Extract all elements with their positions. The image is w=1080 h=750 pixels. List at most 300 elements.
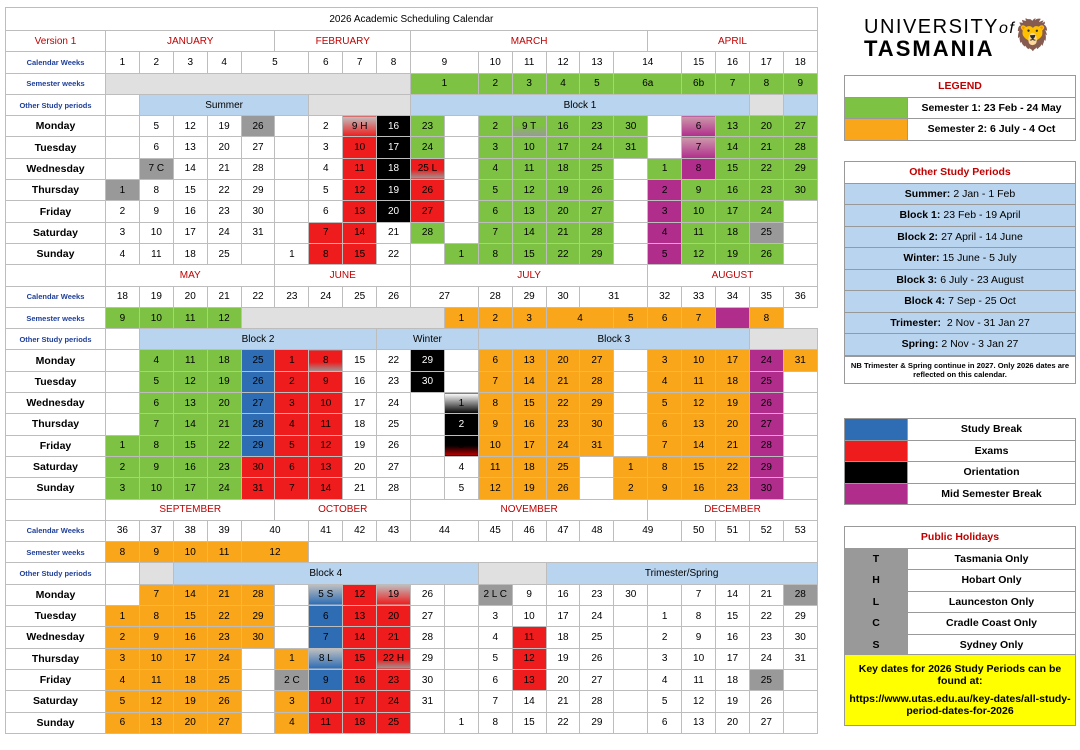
day-cell: 26 (241, 371, 275, 392)
other-periods-label: Other Study periods (6, 563, 106, 584)
day-cell: 31 (241, 478, 275, 499)
period-name: Trimester: (890, 316, 941, 329)
day-cell: 20 (546, 669, 580, 690)
day-cell: 17 (343, 691, 377, 712)
day-cell (614, 606, 648, 627)
day-cell: 21 (207, 158, 241, 179)
month-header: DECEMBER (648, 499, 817, 520)
day-cell (614, 393, 648, 414)
day-cell: 9 T (512, 116, 546, 137)
day-cell: 2 (614, 478, 648, 499)
day-cell: 31 (783, 648, 817, 669)
day-cell: 8 (478, 712, 512, 733)
day-cell: 6 (106, 712, 140, 733)
day-cell: 11 (139, 243, 173, 264)
key-label: Orientation (908, 462, 1076, 484)
day-cell (783, 456, 817, 477)
day-cell: 28 (241, 414, 275, 435)
calendar-week-number: 50 (682, 520, 716, 541)
lion-crest-icon: 🦁 (1014, 19, 1052, 52)
day-cell: 9 (512, 584, 546, 605)
day-name: Sunday (6, 478, 106, 499)
day-cell: 5 (106, 691, 140, 712)
calendar-week-number: 6 (309, 52, 343, 73)
day-cell: 23 (377, 371, 411, 392)
day-cell: 15 (173, 180, 207, 201)
holiday-label: Launceston Only (908, 591, 1076, 613)
day-cell: 30 (241, 456, 275, 477)
calendar-week-number: 27 (411, 286, 479, 307)
day-cell: 24 (207, 222, 241, 243)
day-cell: 14 (173, 158, 207, 179)
day-cell: 6 (478, 201, 512, 222)
day-cell: 3 (309, 137, 343, 158)
version-label: Version 1 (6, 31, 106, 52)
day-cell: 12 (343, 584, 377, 605)
day-cell: 8 (682, 158, 716, 179)
day-cell: 18 (173, 243, 207, 264)
day-cell: 12 (343, 180, 377, 201)
day-cell: 24 (207, 478, 241, 499)
day-cell: 25 (749, 222, 783, 243)
day-cell: 20 (377, 606, 411, 627)
day-cell (444, 669, 478, 690)
calendar-week-number: 42 (343, 520, 377, 541)
period-dates: 6 July - 23 August (940, 273, 1024, 286)
calendar-week-number: 35 (749, 286, 783, 307)
calendar-week-number: 51 (716, 520, 750, 541)
semester-week-number: 12 (241, 542, 309, 563)
month-header: FEBRUARY (275, 31, 411, 52)
day-name: Tuesday (6, 137, 106, 158)
day-cell (614, 669, 648, 690)
day-cell: 22 (749, 158, 783, 179)
day-cell: 17 (173, 478, 207, 499)
day-cell: 11 (682, 222, 716, 243)
day-cell: 7 (682, 137, 716, 158)
study-period-band: Block 2 (139, 329, 376, 350)
calendar-week-number: 46 (512, 520, 546, 541)
day-name: Tuesday (6, 371, 106, 392)
other-periods-label: Other Study periods (6, 94, 106, 115)
day-name: Thursday (6, 414, 106, 435)
day-cell (106, 393, 140, 414)
day-cell (411, 435, 445, 456)
day-cell: 8 (139, 180, 173, 201)
study-period-band: Block 3 (478, 329, 749, 350)
calendar-weeks-label: Calendar Weeks (6, 286, 106, 307)
day-cell: 29 (411, 350, 445, 371)
day-cell: 3 (478, 606, 512, 627)
semester-week-number (241, 307, 444, 328)
semester-week-number: 7 (682, 307, 716, 328)
day-cell: 15 (512, 712, 546, 733)
day-cell: 27 (241, 393, 275, 414)
day-cell (411, 478, 445, 499)
day-cell: 28 (580, 371, 614, 392)
day-cell: 4 (309, 158, 343, 179)
key-swatch (845, 462, 908, 484)
day-name: Friday (6, 201, 106, 222)
day-cell: 10 (139, 478, 173, 499)
day-cell: 21 (749, 137, 783, 158)
day-cell: 20 (716, 414, 750, 435)
day-cell: 3 (648, 648, 682, 669)
day-cell: 8 (139, 606, 173, 627)
period-name: Block 3: (896, 273, 938, 286)
calendar-week-number: 45 (478, 520, 512, 541)
day-cell (648, 137, 682, 158)
day-cell: 30 (411, 669, 445, 690)
calendar-week-number: 22 (241, 286, 275, 307)
day-cell (106, 116, 140, 137)
day-cell: 4 (275, 414, 309, 435)
semester-weeks-label: Semester weeks (6, 307, 106, 328)
day-cell: 8 (648, 456, 682, 477)
day-cell: 18 (546, 158, 580, 179)
day-cell: 9 (682, 180, 716, 201)
semester-week-number: 8 (749, 307, 783, 328)
day-cell: 18 (207, 350, 241, 371)
day-cell: 26 (207, 691, 241, 712)
day-cell: 11 (478, 456, 512, 477)
month-header: NOVEMBER (411, 499, 648, 520)
day-cell (444, 606, 478, 627)
key-dates-link[interactable]: https://www.utas.edu.au/key-dates/all-study-period-dates-for-2026 (849, 693, 1071, 717)
calendar-week-number: 47 (546, 520, 580, 541)
day-cell: 8 (478, 393, 512, 414)
day-cell: 21 (546, 222, 580, 243)
day-cell: 28 (411, 627, 445, 648)
calendar-week-number: 49 (614, 520, 682, 541)
month-header: MAY (106, 265, 275, 286)
day-cell: 14 (512, 371, 546, 392)
period-name: Winter: (903, 252, 940, 265)
day-cell (106, 414, 140, 435)
day-cell: 4 (478, 158, 512, 179)
university-logo: UNIVERSITYof TASMANIA (864, 16, 1016, 61)
calendar-week-number: 39 (207, 520, 241, 541)
calendar-week-number: 19 (139, 286, 173, 307)
day-cell: 22 (546, 243, 580, 264)
day-cell (411, 393, 445, 414)
period-dates: 2 Nov - 31 Jan 27 (943, 316, 1030, 329)
day-cell: 5 (444, 478, 478, 499)
day-name: Sunday (6, 243, 106, 264)
day-cell: 1 (275, 350, 309, 371)
day-cell: 10 (682, 350, 716, 371)
day-cell: 9 (309, 371, 343, 392)
day-cell: 17 (716, 201, 750, 222)
day-cell: 8 (309, 243, 343, 264)
calendar-week-number: 30 (546, 286, 580, 307)
study-period-item (845, 291, 1076, 313)
day-cell (783, 222, 817, 243)
day-cell: 23 (411, 116, 445, 137)
day-cell (106, 584, 140, 605)
day-cell: 25 (377, 414, 411, 435)
day-cell: 7 (478, 371, 512, 392)
day-cell: 17 (546, 606, 580, 627)
legend-item: Semester 2: 6 July - 4 Oct (908, 119, 1076, 141)
day-cell: 16 (546, 584, 580, 605)
day-cell: 11 (682, 371, 716, 392)
calendar-week-number: 48 (580, 520, 614, 541)
day-cell (614, 158, 648, 179)
public-holidays-table (844, 526, 1076, 656)
day-cell: 28 (241, 158, 275, 179)
semester1-swatch (845, 97, 908, 119)
day-cell: 5 S (309, 584, 343, 605)
day-cell: 14 (343, 222, 377, 243)
day-cell (444, 691, 478, 712)
day-cell: 2 L C (478, 584, 512, 605)
semester-week-number: 2 (478, 307, 512, 328)
day-cell: 29 (783, 158, 817, 179)
day-cell (275, 584, 309, 605)
day-cell (783, 478, 817, 499)
day-cell: 29 (241, 606, 275, 627)
calendar-week-number: 53 (783, 520, 817, 541)
day-cell: 11 (682, 669, 716, 690)
day-cell (275, 201, 309, 222)
day-cell: 30 (614, 116, 648, 137)
day-cell: 31 (580, 435, 614, 456)
day-cell: 7 C (139, 158, 173, 179)
calendar-weeks-label: Calendar Weeks (6, 52, 106, 73)
day-cell: 26 (580, 180, 614, 201)
day-cell: 13 (139, 712, 173, 733)
day-cell: 24 (749, 648, 783, 669)
holiday-label: Tasmania Only (908, 548, 1076, 570)
day-cell (580, 456, 614, 477)
semester-weeks-label: Semester weeks (6, 542, 106, 563)
day-cell: 16 (716, 180, 750, 201)
day-cell: 18 (512, 456, 546, 477)
calendar-week-number: 4 (207, 52, 241, 73)
calendar-week-number: 28 (478, 286, 512, 307)
day-cell: 9 (682, 627, 716, 648)
day-cell: 30 (749, 478, 783, 499)
colour-key-table (844, 418, 1076, 505)
day-cell: 13 (682, 414, 716, 435)
day-cell (106, 158, 140, 179)
day-cell (106, 371, 140, 392)
day-cell: 15 (173, 606, 207, 627)
day-cell: 1 (648, 606, 682, 627)
day-name: Monday (6, 350, 106, 371)
day-cell: 17 (716, 648, 750, 669)
day-cell: 26 (749, 243, 783, 264)
semester-week-number: 4 (546, 307, 614, 328)
day-cell: 18 (343, 414, 377, 435)
calendar-week-number: 10 (478, 52, 512, 73)
calendar-week-number: 36 (783, 286, 817, 307)
day-cell: 28 (411, 222, 445, 243)
day-cell: 19 (512, 478, 546, 499)
key-dates-box (844, 654, 1076, 726)
day-cell (614, 648, 648, 669)
day-cell: 21 (749, 584, 783, 605)
day-cell: 10 (309, 393, 343, 414)
day-cell: 19 (546, 648, 580, 669)
day-cell: 10 (682, 201, 716, 222)
semester-week-number: 3 (512, 307, 546, 328)
day-cell: 16 (173, 201, 207, 222)
calendar-week-number: 3 (173, 52, 207, 73)
semester-week-number: 4 (546, 73, 580, 94)
day-cell: 19 (343, 435, 377, 456)
day-cell: 6 (139, 393, 173, 414)
day-cell: 25 (580, 158, 614, 179)
study-period-item (845, 334, 1076, 356)
day-name: Saturday (6, 222, 106, 243)
calendar-week-number: 26 (377, 286, 411, 307)
semester-week-number: 10 (173, 542, 207, 563)
day-name: Friday (6, 669, 106, 690)
day-cell: 10 (682, 648, 716, 669)
day-cell: 2 (648, 627, 682, 648)
day-cell: 7 (478, 691, 512, 712)
day-cell: 17 (512, 435, 546, 456)
day-cell: 6 (682, 116, 716, 137)
day-cell: 20 (207, 137, 241, 158)
day-cell: 30 (580, 414, 614, 435)
day-cell: 16 (343, 371, 377, 392)
day-cell: 11 (512, 627, 546, 648)
day-cell (614, 243, 648, 264)
day-cell: 11 (309, 414, 343, 435)
day-cell: 25 (207, 243, 241, 264)
day-cell: 28 (241, 584, 275, 605)
day-cell: 1 (444, 393, 478, 414)
day-cell: 27 (580, 350, 614, 371)
day-cell: 6 (309, 606, 343, 627)
day-cell: 20 (546, 201, 580, 222)
day-cell (783, 669, 817, 690)
day-cell: 2 (478, 116, 512, 137)
day-cell: 12 (682, 393, 716, 414)
day-cell (444, 180, 478, 201)
study-period-band: Winter (377, 329, 479, 350)
period-name: Block 4: (904, 295, 946, 308)
day-cell (614, 414, 648, 435)
day-cell: 5 (648, 393, 682, 414)
month-header: JULY (411, 265, 648, 286)
day-cell: 17 (546, 137, 580, 158)
calendar-week-number: 11 (512, 52, 546, 73)
day-name: Thursday (6, 180, 106, 201)
day-name: Saturday (6, 456, 106, 477)
day-cell (648, 584, 682, 605)
calendar-week-number: 37 (139, 520, 173, 541)
day-cell: 7 (478, 222, 512, 243)
day-cell: 22 (377, 243, 411, 264)
day-cell: 23 (207, 627, 241, 648)
day-cell (783, 243, 817, 264)
key-dates-text: Key dates for 2026 Study Periods can be found at: (858, 663, 1062, 687)
day-cell: 9 (139, 201, 173, 222)
day-cell: 29 (411, 648, 445, 669)
day-cell (444, 222, 478, 243)
day-cell: 16 (173, 627, 207, 648)
day-cell: 4 (139, 350, 173, 371)
other-study-periods-table (844, 161, 1076, 356)
day-cell (106, 137, 140, 158)
day-cell: 11 (512, 158, 546, 179)
day-cell: 1 (106, 180, 140, 201)
day-cell: 20 (749, 116, 783, 137)
day-cell (444, 648, 478, 669)
day-cell (275, 180, 309, 201)
semester-week-number: 7 (716, 73, 750, 94)
calendar-week-number: 41 (309, 520, 343, 541)
day-cell: 6 (275, 456, 309, 477)
day-cell: 17 (173, 648, 207, 669)
day-cell: 4 (275, 712, 309, 733)
study-period-band (106, 563, 140, 584)
day-cell (241, 691, 275, 712)
day-cell: 16 (343, 669, 377, 690)
period-name: Spring: (901, 338, 939, 351)
day-cell (614, 201, 648, 222)
day-cell: 8 L (309, 648, 343, 669)
day-cell: 27 (580, 201, 614, 222)
day-cell: 27 (580, 669, 614, 690)
day-cell (580, 478, 614, 499)
day-cell: 18 (377, 158, 411, 179)
holiday-code: H (845, 570, 908, 592)
day-cell: 28 (580, 691, 614, 712)
day-cell: 7 (139, 584, 173, 605)
semester-week-number: 9 (783, 73, 817, 94)
day-cell: 11 (309, 712, 343, 733)
day-cell: 27 (241, 137, 275, 158)
day-cell: 24 (377, 691, 411, 712)
month-header: JANUARY (106, 31, 275, 52)
study-period-item (845, 183, 1076, 205)
day-cell (614, 627, 648, 648)
day-cell: 22 (546, 393, 580, 414)
day-cell: 1 (275, 243, 309, 264)
day-cell: 6 (139, 137, 173, 158)
day-cell: 31 (783, 350, 817, 371)
day-cell: 26 (241, 116, 275, 137)
day-cell: 14 (716, 137, 750, 158)
day-cell: 24 (377, 393, 411, 414)
calendar-week-number: 17 (749, 52, 783, 73)
month-header: APRIL (648, 31, 817, 52)
study-period-band (139, 563, 173, 584)
period-dates: 27 April - 14 June (941, 230, 1023, 243)
day-cell: 19 (716, 691, 750, 712)
study-period-item (845, 205, 1076, 227)
study-period-band (478, 563, 546, 584)
study-period-item (845, 269, 1076, 291)
month-header: MARCH (411, 31, 648, 52)
day-cell: 25 (207, 669, 241, 690)
day-cell: 13 (716, 116, 750, 137)
day-cell: 12 (512, 648, 546, 669)
day-cell: 20 (343, 456, 377, 477)
day-cell: 29 (580, 393, 614, 414)
day-cell: 23 (749, 627, 783, 648)
day-cell (783, 371, 817, 392)
day-cell (783, 435, 817, 456)
day-cell: 14 (512, 691, 546, 712)
day-cell: 26 (749, 691, 783, 712)
day-cell: 6 (478, 669, 512, 690)
